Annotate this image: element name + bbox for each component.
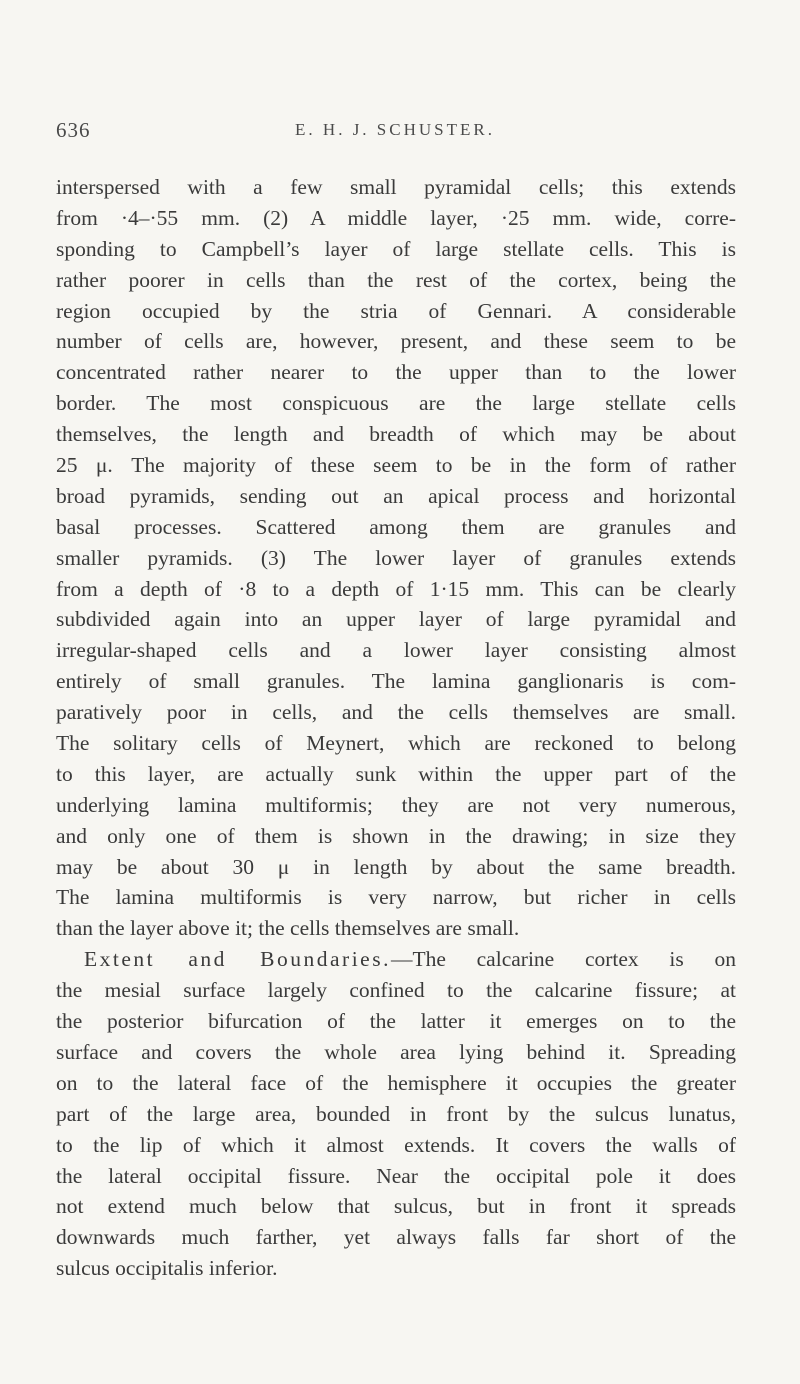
text-line: region occupied by the stria of Gennari. A considerable [56,298,736,323]
page-number: 636 [56,118,91,142]
text-line: the lateral occipital fissure. Near the occipital pole it does [56,1163,736,1188]
text-line: underlying lamina multiformis; they are not very numerous, [56,792,736,817]
text-line: to the lip of which it almost extends. It covers the walls of [56,1132,736,1157]
text-line: entirely of small granules. The lamina ganglionaris is com- [56,669,736,694]
text-line: surface and covers the whole area lying behind it. Spreading [56,1039,736,1064]
text-line: on to the lateral face of the hemisphere it occupies the greater [56,1070,736,1095]
section-line-text: —The calcarine cortex is on [390,947,736,972]
text-line: downwards much farther, yet always falls far short of the [56,1225,736,1250]
text-line: than the layer above it; the cells themselves are small. [56,916,520,941]
text-line: sponding to Campbell’s layer of large stellate cells. This is [56,236,736,261]
text-line: basal processes. Scattered among them are granules and [56,514,736,539]
body-text [56,172,736,1284]
text-line: and only one of them is shown in the drawing; in size they [56,823,736,848]
running-head [56,118,734,142]
text-line: The solitary cells of Meynert, which are reckoned to belong [56,731,736,756]
text-line: 25 μ. The majority of these seem to be in the form of rather [56,453,736,478]
text-line: rather poorer in cells than the rest of the cortex, being the [56,267,736,292]
text-line: interspersed with a few small pyramidal cells; this extends [56,175,736,199]
text-line: not extend much below that sulcus, but in front it spreads [56,1194,736,1219]
text-line: sulcus occipitalis inferior. [56,1256,278,1281]
text-line: subdivided again into an upper layer of large pyramidal and [56,607,736,632]
text-line: irregular-shaped cells and a lower layer consisting almost [56,638,736,663]
running-head-author: E. H. J. SCHUSTER. [295,120,495,139]
text-line: may be about 30 μ in length by about the same breadth. [56,854,736,879]
text-line: concentrated rather nearer to the upper than to the lower [56,360,736,385]
text-line: paratively poor in cells, and the cells themselves are small. [56,700,736,725]
text-line: part of the large area, bounded in front by the sulcus lunatus, [56,1101,736,1126]
text-line: border. The most conspicuous are the large stellate cells [56,391,736,416]
text-line: from ·4–·55 mm. (2) A middle layer, ·25 mm. wide, corre- [56,205,736,230]
text-line: themselves, the length and breadth of which may be about [56,422,736,447]
section-heading: Extent and Boundaries. [84,947,391,972]
text-line: the mesial surface largely confined to the calcarine fissure; at [56,978,736,1003]
text-line: from a depth of ·8 to a depth of 1·15 mm. This can be clearly [56,576,736,601]
text-line: broad pyramids, sending out an apical process and horizontal [56,483,736,508]
text-line: to this layer, are actually sunk within the upper part of the [56,761,736,786]
text-line: The lamina multiformis is very narrow, but richer in cells [56,885,736,910]
text-line: smaller pyramids. (3) The lower layer of granules extends [56,545,736,570]
text-line: number of cells are, however, present, and these seem to be [56,329,736,354]
text-line: the posterior bifurcation of the latter it emerges on to the [56,1009,736,1034]
section-first-line [56,944,736,975]
